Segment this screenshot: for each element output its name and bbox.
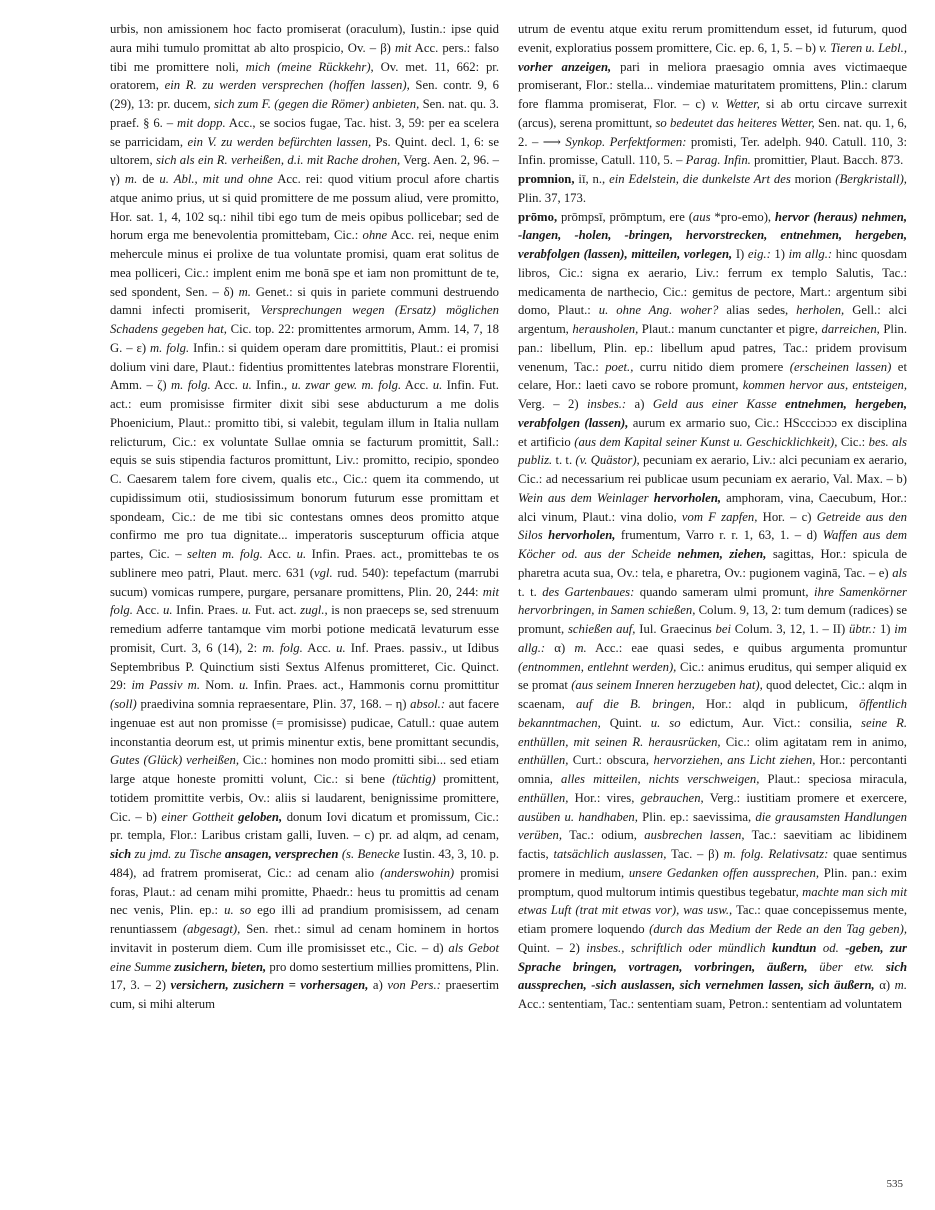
text-run: Colum. 9, 13, 2: tum demum (radices) se promunt,: [518, 603, 907, 636]
emphasis-run: aus: [692, 209, 711, 224]
text-run: Plin. ep.: saevissima,: [637, 809, 756, 824]
text-run: [777, 397, 785, 411]
text-run: donum Iovi dicatum et promissum, Cic.: pr. templa, Flor.: Laribus cristam galli, Iuven. – c) pr. ad alqm, ad cenam,: [110, 809, 499, 843]
text-run: hinc quosdam libros, Cic.: signa ex aerario, Liv.: ferrum ex templo Salutis, Tac.: medicamenta de narthecio, Cic.: gemitus de pectore, Mart.: argentum sibi domo, Plaut.:: [518, 247, 907, 318]
text-run: Cic.:: [837, 434, 869, 449]
emphasis-run: (anderswohin): [380, 865, 455, 880]
emphasis-run: auf die B. bringen,: [576, 697, 695, 711]
emphasis-run: (soll): [110, 697, 137, 711]
emphasis-run: über etw.: [819, 959, 875, 974]
emphasis-run: od.: [822, 940, 839, 955]
text-run: Fut. act.: [251, 603, 301, 618]
text-run: Tac. – β): [666, 847, 724, 861]
emphasis-run: selten m. folg.: [187, 547, 263, 561]
emphasis-run: m.: [238, 284, 251, 299]
emphasis-run: m. folg.: [150, 340, 190, 355]
emphasis-run: u.: [239, 678, 249, 693]
emphasis-run: -geben, zur Sprache bringen, vortragen, vorbringen, äußern,: [518, 940, 907, 974]
text-run: aut facere ingenuae est aut non promisse (= promisisse) pudicae, Catull.: quae autem inconstantia deorum est, ut primis minentur extis, bene promittant secundis,: [110, 697, 499, 749]
text-run: I): [732, 247, 748, 261]
dictionary-entry: [518, 208, 907, 1014]
text-run: Sen. rhet.: simul ad cenam hominem in hortos invitavit in posterum diem. Cum ille promisisset etc., Cic. – d): [110, 922, 499, 955]
text-run: rud. 540): tepefactum (marrubi sucum) vomicas rumpere, purgare, persanare promittens, Plin. 20, 244:: [110, 565, 499, 599]
emphasis-run: hervor (heraus) nehmen, -langen, -holen, -bringen, hervorstrecken, entnehmen, hergeben, verabfolgen (lassen), mitteilen, vorlegen,: [518, 209, 907, 261]
emphasis-run: die grausamsten Handlungen verüben,: [518, 809, 907, 843]
emphasis-run: u.: [432, 378, 443, 393]
text-run: Cic.: olim agitatam rem in animo,: [720, 734, 907, 749]
emphasis-run: geloben,: [238, 809, 283, 824]
text-run: Ov. met. 11, 662: pr. oratorem,: [110, 59, 499, 93]
emphasis-run: unsere Gedanken offen aussprechen,: [628, 865, 820, 880]
text-run: Verg. Aen. 2, 96. – γ): [110, 153, 499, 186]
emphasis-run: im allg.:: [518, 622, 907, 655]
emphasis-run: (aus seinem Inneren herzugeben hat),: [571, 678, 763, 693]
emphasis-run: kommen hervor aus, entsteigen,: [742, 378, 907, 393]
text-run: α): [545, 640, 575, 655]
text-run: Hor.: alqd in publicum,: [694, 697, 860, 711]
text-run: et celare, Hor.: laeti cavo se robore promunt,: [518, 359, 907, 393]
emphasis-run: insbes., schriftlich oder mündlich: [586, 940, 766, 955]
right-column: [518, 20, 907, 1014]
text-run: *pro-emo),: [710, 209, 775, 224]
text-run: Tac.: quae concepissemus mente, etiam promere loquendo: [518, 903, 907, 936]
text-run: Cic.: homines non modo promitti sibi... sed etiam large atque honeste promitti volunt, Cic.: si bene: [110, 753, 499, 786]
emphasis-run: v. Tieren u. Lebl.,: [819, 40, 907, 55]
text-run: de: [137, 172, 160, 186]
emphasis-run: m.: [574, 640, 587, 655]
emphasis-run: m. folg.: [262, 640, 303, 655]
text-run: quod delectet, Cic.: alqm in scaenam,: [518, 678, 908, 711]
emphasis-run: v. Wetter,: [711, 97, 760, 111]
emphasis-run: ausüben u. handhaben,: [518, 809, 638, 824]
text-run: Ps. Quint. decl. 1, 6: se ultorem,: [110, 134, 500, 168]
emphasis-run: darreichen,: [821, 322, 880, 336]
emphasis-run: Waffen aus dem Köcher od. aus der Scheide: [518, 528, 907, 561]
emphasis-run: absol.:: [410, 697, 446, 711]
text-run: edictum, Aur. Vict.: consilia,: [680, 715, 862, 730]
text-run: Sen. nat. qu. 3. praef. § 6. –: [110, 97, 499, 130]
emphasis-run: mit: [395, 40, 412, 55]
emphasis-run: poet.,: [605, 359, 634, 374]
text-run: urbis, non amissionem hoc facto promiserat (oraculum), Iustin.: ipse quid aura mihi tumulo promittat ab alto prospicio, Ov. – β): [110, 22, 499, 55]
emphasis-run: (v. Quästor),: [575, 453, 640, 468]
emphasis-run: Geld aus einer Kasse: [652, 397, 777, 411]
text-run: Acc. rei: quod vitium procul afore chartis atque animo prius, ut si quid promittere de me possum aliud, vere promitto, Hor. sat. 1, 4, 102 sq.: nihil tibi ego tum de meis opibus pollicebar; sed de horum erga me benevolentia promittebam, Cic.:: [110, 172, 500, 243]
emphasis-run: vom F zapfen,: [681, 509, 758, 524]
text-run: Sen. contr. 9, 6 (29), 13: pr. ducem,: [110, 78, 499, 111]
emphasis-run: entnehmen, hergeben, verabfolgen (lassen),: [518, 397, 908, 430]
text-run: 1): [876, 622, 895, 636]
emphasis-run: bei: [715, 622, 732, 636]
text-run: Acc., se socios fugae, Tac. hist. 3, 59: per ea scelera se parricidam,: [110, 115, 500, 149]
emphasis-run: bes. als publiz.: [518, 434, 907, 468]
emphasis-run: zusichern, bieten,: [174, 959, 267, 974]
dictionary-entry: [518, 170, 907, 208]
text-run: pecuniam ex aerario, Liv.: alci pecuniam ex aerario, Cic.: ad necessarium rei publicae usum pecuniam ex aerario, Val. Max. – b): [518, 453, 907, 486]
emphasis-run: eig.:: [747, 247, 771, 261]
text-run: Plaut.: speciosa miracula,: [759, 772, 907, 786]
emphasis-run: enthüllen,: [518, 753, 569, 768]
emphasis-run: einer Gottheit: [161, 809, 234, 824]
emphasis-run: hervorziehen, ans Licht ziehen,: [653, 753, 816, 768]
emphasis-run: sich als ein R. verheißen, d.i. mit Rache drohen,: [156, 153, 401, 168]
text-run: 1): [770, 247, 789, 261]
text-run: Acc. pers.: falso tibi me promittere noli,: [110, 40, 499, 74]
emphasis-run: ein V. zu werden befürchten lassen,: [187, 134, 372, 149]
emphasis-run: schießen auf,: [567, 622, 636, 636]
text-run: Infin.,: [251, 378, 292, 393]
emphasis-run: Parag. Infin.: [685, 153, 751, 168]
text-run: si ab ortu circave surrexit (arcus), serena promittunt,: [518, 97, 907, 130]
emphasis-run: ansagen, versprechen: [224, 847, 339, 861]
text-run: curru nitido diem promere: [633, 359, 790, 374]
emphasis-run: promnion,: [518, 172, 575, 186]
emphasis-run: u.: [336, 640, 346, 655]
emphasis-run: so bedeutet das heiteres Wetter,: [655, 115, 815, 130]
text-run: Tac.: saevitiam ac libidinem factis,: [518, 828, 907, 861]
emphasis-run: sich zum F. (gegen die Römer) anbieten,: [214, 97, 420, 111]
text-run: Nom.: [200, 678, 240, 693]
text-run: Acc.: [132, 603, 164, 618]
emphasis-run: sich aussprechen, -sich auslassen, sich vernehmen lassen, sich äußern,: [518, 959, 908, 993]
emphasis-run: enthüllen,: [518, 790, 569, 805]
emphasis-run: sich: [110, 847, 132, 861]
text-run: t. t.: [518, 584, 543, 599]
emphasis-run: des Gartenbaues:: [542, 584, 635, 599]
text-run: Infin. Praes.: [172, 603, 242, 618]
text-run: promittent, totidem promittite verbis, Ov.: aliis si laudarent, benignissime promittere, Cic. – b): [110, 772, 499, 824]
emphasis-run: hervorholen,: [653, 490, 722, 505]
dictionary-entry: [110, 20, 499, 1014]
text-run: a): [626, 397, 653, 411]
text-run: Plin. pan.: exim promptum, quod multorum intimis questibus tegebatur,: [518, 865, 907, 899]
text-run: Hor. – c): [757, 509, 817, 524]
text-run: Infin.: si quidem operam dare promittitis, Plaut.: ei promisi dolium vini dare, Plaut.: fidentius promittentes latebras monstrare Florentii, Amm. – ζ): [110, 340, 500, 393]
emphasis-run: ihre Samenkörner hervorbringen, in Samen schießen,: [518, 584, 907, 618]
emphasis-run: seine R. enthüllen, mit seinen R. herausrücken,: [518, 715, 907, 749]
text-run: Quint.: [600, 715, 651, 730]
emphasis-run: u. ohne Ang. woher?: [598, 303, 719, 318]
text-run: α): [874, 978, 895, 993]
text-run: Sen. nat. qu. 1, 6, 2. – ⟶: [518, 115, 907, 149]
emphasis-run: mit dopp.: [176, 115, 226, 130]
text-run: Cic.: animus eruditus, qui semper aliquid ex se promat: [518, 659, 908, 693]
text-run: Iustin. 43, 3, 10. p. 484), ad fratrem promiserat, Cic.: ad cenam alio: [110, 847, 500, 880]
text-run: Hor.: vires,: [568, 790, 641, 805]
text-run: amphoram, vina, Caecubum, Hor.: alci vinum, Plaut.: vina dolio,: [518, 490, 907, 524]
emphasis-run: Getreide aus den Silos: [518, 509, 907, 543]
text-run: a): [368, 978, 388, 993]
text-run: Infin. Fut. act.: eum promisisse firmiter dixit sibi sese abducturum a me dolis Phoenicium, Plaut.: promitto tibi, si valebit, tegulam illum in Italia nullam relicturum, Cic.: ex voluntate Sullae omnia se facturum promittit, Sall.: equis se suis stipendia facturos promittunt, Liv.: promitto, recipio, spondeo C. Caesarem talem fore civem, qualis etc., Cic.: quem ita commendo, ut cupidissimum otii, studiosissimum bonorum futurum esse promittam et spondeam, Cic.: de me tibi sic contestans omnes deos promitto atque confirmo me pro tua dignitate... imperatoris suscepturum officia atque partes, Cic. –: [110, 378, 499, 561]
emphasis-run: zugl.,: [300, 603, 328, 618]
emphasis-run: öffentlich bekanntmachen,: [518, 697, 907, 730]
emphasis-run: m. folg.: [171, 378, 211, 393]
emphasis-run: als Gebot eine Summe: [110, 940, 499, 974]
emphasis-run: im allg.:: [788, 247, 833, 261]
text-run: alias sedes,: [718, 303, 797, 318]
emphasis-run: Synkop. Perfektformen:: [565, 134, 687, 149]
text-run: quae sentimus promere in medium,: [518, 847, 907, 880]
text-run: Iul. Graecinus: [635, 622, 716, 636]
emphasis-run: machte man sich mit etwas Luft (trat mit etwas vor), was usw.,: [518, 884, 908, 918]
text-run: aurum ex armario suo, Cic.: HSccciɔɔɔ ex disciplina et artificio: [518, 415, 907, 449]
emphasis-run: (erscheinen lassen): [789, 359, 892, 374]
emphasis-run: (Bergkristall),: [835, 172, 907, 186]
emphasis-run: (aus dem Kapital seiner Kunst u. Geschicklichkeit),: [574, 434, 838, 449]
text-run: Acc.: [262, 547, 297, 561]
emphasis-run: u.: [296, 547, 307, 561]
text-run: Acc. rei, neque enim mehercule minus ei prolixe de tua voluntate promisi, quam erat solitus de mea polliceri, Cic.: implent enim me bonā spe et iam non promittunt de te, sed spondent, Sen. – δ): [110, 228, 499, 299]
emphasis-run: als: [892, 565, 907, 580]
emphasis-run: Wein aus dem Weinlager: [518, 490, 649, 505]
text-run: promisti, Ter. adelph. 940. Catull. 110, 3: Infin. promisse, Catull. 110, 5. –: [518, 134, 907, 168]
emphasis-run: ohne: [362, 228, 388, 243]
text-run: ego illi ad prandium promisissem, ad cenam renuntiassem: [110, 903, 500, 936]
emphasis-run: von Pers.:: [387, 978, 441, 993]
emphasis-run: mit folg.: [110, 584, 499, 618]
emphasis-run: (entnommen, entlehnt werden),: [518, 659, 677, 674]
text-run: pro domo sestertium millies promittens, Plin. 17, 3. – 2): [110, 959, 499, 993]
text-run: Plin. pan.: libellum, Plin. ep.: libellum apud patres, Tac.: pridem provisum venenum, Tac.:: [518, 322, 907, 374]
text-run: sagittas, Hor.: spicula de pharetra acuta sua, Ov.: tela, e pharetra, Ov.: pugionem vaginā, Tac. – e): [518, 547, 908, 580]
text-run: Infin. Praes. act., Hammonis cornu promittitur: [248, 678, 499, 693]
left-column: [110, 20, 499, 1014]
text-run: Acc.: [302, 640, 337, 655]
emphasis-run: nehmen, ziehen,: [677, 547, 767, 561]
emphasis-run: alles mitteilen, nichts verschweigen,: [561, 772, 760, 786]
emphasis-run: im Passiv m.: [131, 678, 201, 693]
text-run: morion: [790, 172, 836, 186]
text-run: frumentum, Varro r. r. 1, 63, 1. – d): [615, 528, 823, 543]
text-run: Acc.: [210, 378, 243, 393]
text-run: Acc.: [401, 378, 433, 393]
emphasis-run: ein Edelstein, die dunkelste Art des: [609, 172, 791, 186]
emphasis-run: übtr.:: [849, 622, 877, 636]
emphasis-run: herholen,: [796, 303, 845, 318]
page-number: 535: [886, 1178, 903, 1190]
emphasis-run: u. so: [650, 715, 681, 730]
text-run: praesertim cum, si mihi alterum: [110, 978, 499, 1011]
emphasis-run: ausbrechen lassen,: [644, 828, 745, 843]
text-run: quando sameram ulmi promunt,: [634, 584, 814, 599]
text-run: praedivina somnia repraesentare, Plin. 37, 168. – η): [136, 697, 411, 711]
text-run: t. t.: [552, 453, 576, 468]
emphasis-run: u.: [242, 378, 252, 393]
text-run: Curt.: obscura,: [568, 753, 654, 768]
text-run: Infin. Praes. act., promittebas te os sublinere meo patri, Plaut. merc. 631 (: [110, 547, 499, 580]
emphasis-run: m.: [124, 172, 138, 186]
text-run: Cic. top. 22: promittentes armorum, Amm. 14, 7, 18 G. – ε): [110, 322, 499, 355]
text-run: promisi foras, Plaut.: ad cenam mihi promitte, Phaedr.: heus tu promittis ad cenam nec venis, Plin. ep.:: [110, 865, 499, 918]
emphasis-run: (tüchtig): [392, 772, 436, 786]
text-run: is non praeceps se, sed strenuum remedium adferre tantamque vim morbi potione medicatā levaturum esse promisit, Curt. 3, 6 (14), 2:: [110, 603, 499, 655]
emphasis-run: (abgesagt),: [182, 922, 241, 936]
text-run: utrum de eventu atque exitu rerum promittendum esset, id futurum, quod evenit, exploratius possem promittere, Cic. ep. 6, 1, 5. – b): [518, 22, 907, 55]
emphasis-run: kundtun: [772, 940, 817, 955]
emphasis-run: insbes.:: [587, 397, 627, 411]
emphasis-run: Versprechungen wegen (Ersatz) möglichen Schadens gegeben hat,: [110, 303, 499, 336]
text-run: iī, n.,: [574, 172, 610, 186]
text-run: Genet.: si quis in pariete communi destruendo damni infecti promiserit,: [110, 284, 499, 318]
text-run: Plin. 37, 173.: [518, 190, 587, 205]
emphasis-run: vgl.: [313, 565, 333, 580]
emphasis-run: mich (meine Rückkehr),: [245, 59, 374, 74]
text-run: Acc.: sententiam, Tac.: sententiam suam, Petron.: sententiam ad voluntatem: [518, 997, 902, 1011]
text-run: Inf. Praes. passiv., ut Idibus Septembribus P. Quinctium sisti Sextus Alfenus promitteret, Cic. Quinct. 29:: [110, 640, 499, 693]
text-run: Colum. 3, 12, 1. – II): [731, 622, 850, 636]
emphasis-run: gebrauchen,: [640, 790, 704, 805]
text-run: pari in meliora praesagio omnia aves victimaeque promiserant, Flor.: stella... vindemiae maturitatem promittens, Plin.: clarum fore flamma promiserat, Flor. – c): [518, 59, 908, 111]
emphasis-run: vorher anzeigen,: [518, 59, 612, 74]
text-run: Verg.: iustitiam promere et exercere,: [703, 790, 907, 805]
emphasis-run: m. folg. Relativsatz:: [723, 847, 829, 861]
text-run: Verg. – 2): [518, 397, 588, 411]
text-run: Quint. – 2): [518, 940, 587, 955]
text-run: promittier, Plaut. Bacch. 873.: [750, 153, 904, 168]
text-run: Tac.: odium,: [562, 828, 645, 843]
text-run: Plaut.: manum cunctanter et pigre,: [638, 322, 822, 336]
text-run: [874, 960, 886, 974]
emphasis-run: m.: [894, 978, 907, 993]
emphasis-run: u.: [241, 603, 252, 618]
emphasis-run: u. so: [224, 903, 252, 918]
dictionary-entry: [518, 20, 907, 170]
emphasis-run: herausholen,: [572, 322, 639, 336]
emphasis-run: (durch das Medium der Rede an den Tag geben),: [649, 922, 907, 936]
text-run: prōmpsī, prōmptum, ere (: [557, 209, 693, 224]
emphasis-run: tatsächlich auslassen,: [553, 847, 667, 861]
emphasis-run: hervorholen,: [548, 528, 616, 543]
emphasis-run: Gutes (Glück) verheißen,: [110, 753, 240, 768]
emphasis-run: u. zwar gew. m. folg.: [291, 378, 402, 393]
emphasis-run: u. Abl., mit und ohne: [159, 172, 273, 186]
emphasis-run: zu jmd. zu Tische: [134, 847, 222, 861]
emphasis-run: prōmo,: [518, 209, 558, 224]
emphasis-run: u.: [163, 603, 173, 618]
emphasis-run: (s. Benecke: [341, 847, 400, 861]
text-run: Hor.: percontanti omnia,: [518, 753, 908, 786]
emphasis-run: versichern, zusichern = vorhersagen,: [170, 978, 369, 993]
text-run: Gell.: alci argentum,: [518, 303, 908, 336]
emphasis-run: ein R. zu werden versprechen (hoffen lassen),: [164, 78, 410, 93]
text-run: [808, 960, 820, 974]
text-run: Acc.: eae quasi sedes, e quibus argumenta promuntur: [586, 640, 907, 655]
